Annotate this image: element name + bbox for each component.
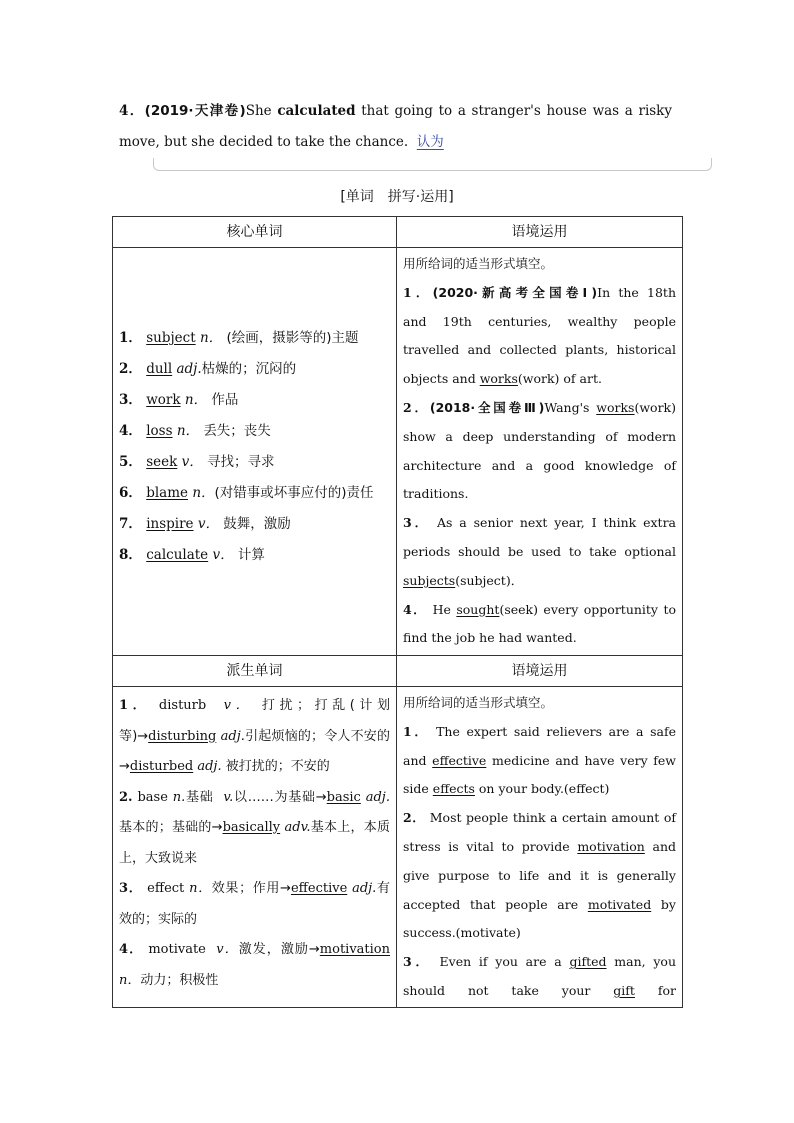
answer-blank: works xyxy=(596,399,635,415)
exercise-line: and 19th centuries, wealthy people xyxy=(403,313,676,329)
answer-blank: effects xyxy=(432,781,475,797)
derived-word-item: 3． effect n．效果；作用→effective adj.有效的；实际的 xyxy=(119,881,390,927)
exercise-line: traditions. xyxy=(403,486,469,502)
core-word-item: 2． dull adj.枯燥的；沉闷的 xyxy=(119,361,297,377)
exercise-line: 1．(2020·新高考全国卷Ⅰ)In the 18th xyxy=(403,284,677,300)
answer-blank: gift xyxy=(613,982,635,998)
question-keyword: calculated xyxy=(277,103,356,119)
context-use-cell-2 xyxy=(397,687,683,1008)
exercise-line: travelled and collected plants, historical xyxy=(403,342,676,358)
exercise-line: success.(motivate) xyxy=(403,925,521,941)
answer-blank: disturbed xyxy=(129,759,194,774)
exercise-line: and effective medicine and have very few xyxy=(403,752,677,768)
question-source: (2019·天津卷) xyxy=(144,103,246,119)
instruction-text: 用所给词的适当形式填空。 xyxy=(403,256,554,271)
core-word-list xyxy=(113,323,396,571)
exercise-line: objects and works(work) of art. xyxy=(403,371,602,387)
answer-blank: motivated xyxy=(587,896,652,912)
answer-blank: motivation xyxy=(577,838,645,854)
core-word-item: 5． seek v． 寻找；寻求 xyxy=(119,454,275,470)
exercise-line: 2．(2018·全国卷Ⅲ)Wang's works(work) xyxy=(403,399,677,415)
vocab-table xyxy=(112,216,683,1008)
section-divider xyxy=(153,158,712,171)
exercise-line: periods should be used to take optional xyxy=(403,543,676,559)
exercise-line: 3． Even if you are a gifted man, you xyxy=(403,954,677,970)
derived-words-cell xyxy=(113,687,397,1008)
exercise-line: side effects on your body.(effect) xyxy=(403,781,610,797)
exercise-line: should not take your gift for xyxy=(403,982,676,998)
answer-blank: effective xyxy=(290,881,348,896)
core-word-item: 1． subject n． (绘画，摄影等的)主题 xyxy=(119,330,359,346)
exercise-line: 3． As a senior next year, I think extra xyxy=(403,515,676,531)
header-context-use-1: 语境运用 xyxy=(397,217,683,248)
question-answer: 认为 xyxy=(416,134,444,150)
header-derived-words: 派生单词 xyxy=(113,656,397,687)
core-word-item: 3． work n． 作品 xyxy=(119,392,239,408)
answer-blank: works xyxy=(479,371,518,387)
question-text-post: that going to a stranger's house was a risky move, but she decided to take the chance. xyxy=(119,103,672,150)
header-core-words: 核心单词 xyxy=(113,217,397,248)
exercise-line: 2． Most people think a certain amount of xyxy=(403,810,676,826)
core-word-item: 6． blame n．(对错事或坏事应付的)责任 xyxy=(119,485,374,501)
context-use-cell-1 xyxy=(397,248,683,656)
exercise-line: 1． The expert said relievers are a safe xyxy=(403,723,676,739)
answer-blank: gifted xyxy=(569,954,607,970)
answer-blank: subjects xyxy=(403,572,456,588)
exercise-line: accepted that people are motivated by xyxy=(403,896,676,912)
answer-blank: basically xyxy=(222,820,281,835)
derived-word-item: 4． motivate v．激发，激励→motivation n．动力；积极性 xyxy=(119,942,391,988)
answer-blank: motivation xyxy=(319,942,391,957)
exercise-line: give purpose to life and it is generally xyxy=(403,867,676,883)
section-title: [单词 拼写·运用] xyxy=(340,189,454,205)
derived-word-item: 2. base n.基础 v.以……为基础→basic adj.基本的；基础的→basically adv.基本上，本质上，大致说来 xyxy=(119,789,390,866)
answer-blank: effective xyxy=(432,752,487,768)
answer-blank: disturbing xyxy=(148,728,217,744)
question-number: 4． xyxy=(119,103,145,119)
exercise-line: 4． He sought(seek) every opportunity to xyxy=(403,601,676,617)
header-context-use-2: 语境运用 xyxy=(397,656,683,687)
instruction-text: 用所给词的适当形式填空。 xyxy=(403,695,554,710)
core-word-item: 8． calculate v． 计算 xyxy=(119,547,265,563)
answer-blank: basic xyxy=(326,789,361,805)
exercise-line: architecture and a good knowledge of xyxy=(403,457,676,473)
top-question xyxy=(119,96,672,158)
exercise-line: subjects(subject)． xyxy=(403,572,524,588)
core-word-item: 7． inspire v． 鼓舞，激励 xyxy=(119,516,291,532)
core-word-item: 4． loss n． 丢失；丧失 xyxy=(119,423,271,439)
exercise-line: show a deep understanding of modern xyxy=(403,428,676,444)
question-text-pre: She xyxy=(245,103,278,119)
answer-blank: sought xyxy=(456,601,500,617)
derived-word-item: 1． disturb v． 打扰；打乱(计划等)→disturbing adj.引起烦恼的；令人不安的→disturbed adj. 被打扰的；不安的 xyxy=(119,698,390,774)
core-words-cell xyxy=(113,248,397,656)
exercise-line: find the job he had wanted. xyxy=(403,630,577,646)
exercise-line: stress is vital to provide motivation and xyxy=(403,838,676,854)
